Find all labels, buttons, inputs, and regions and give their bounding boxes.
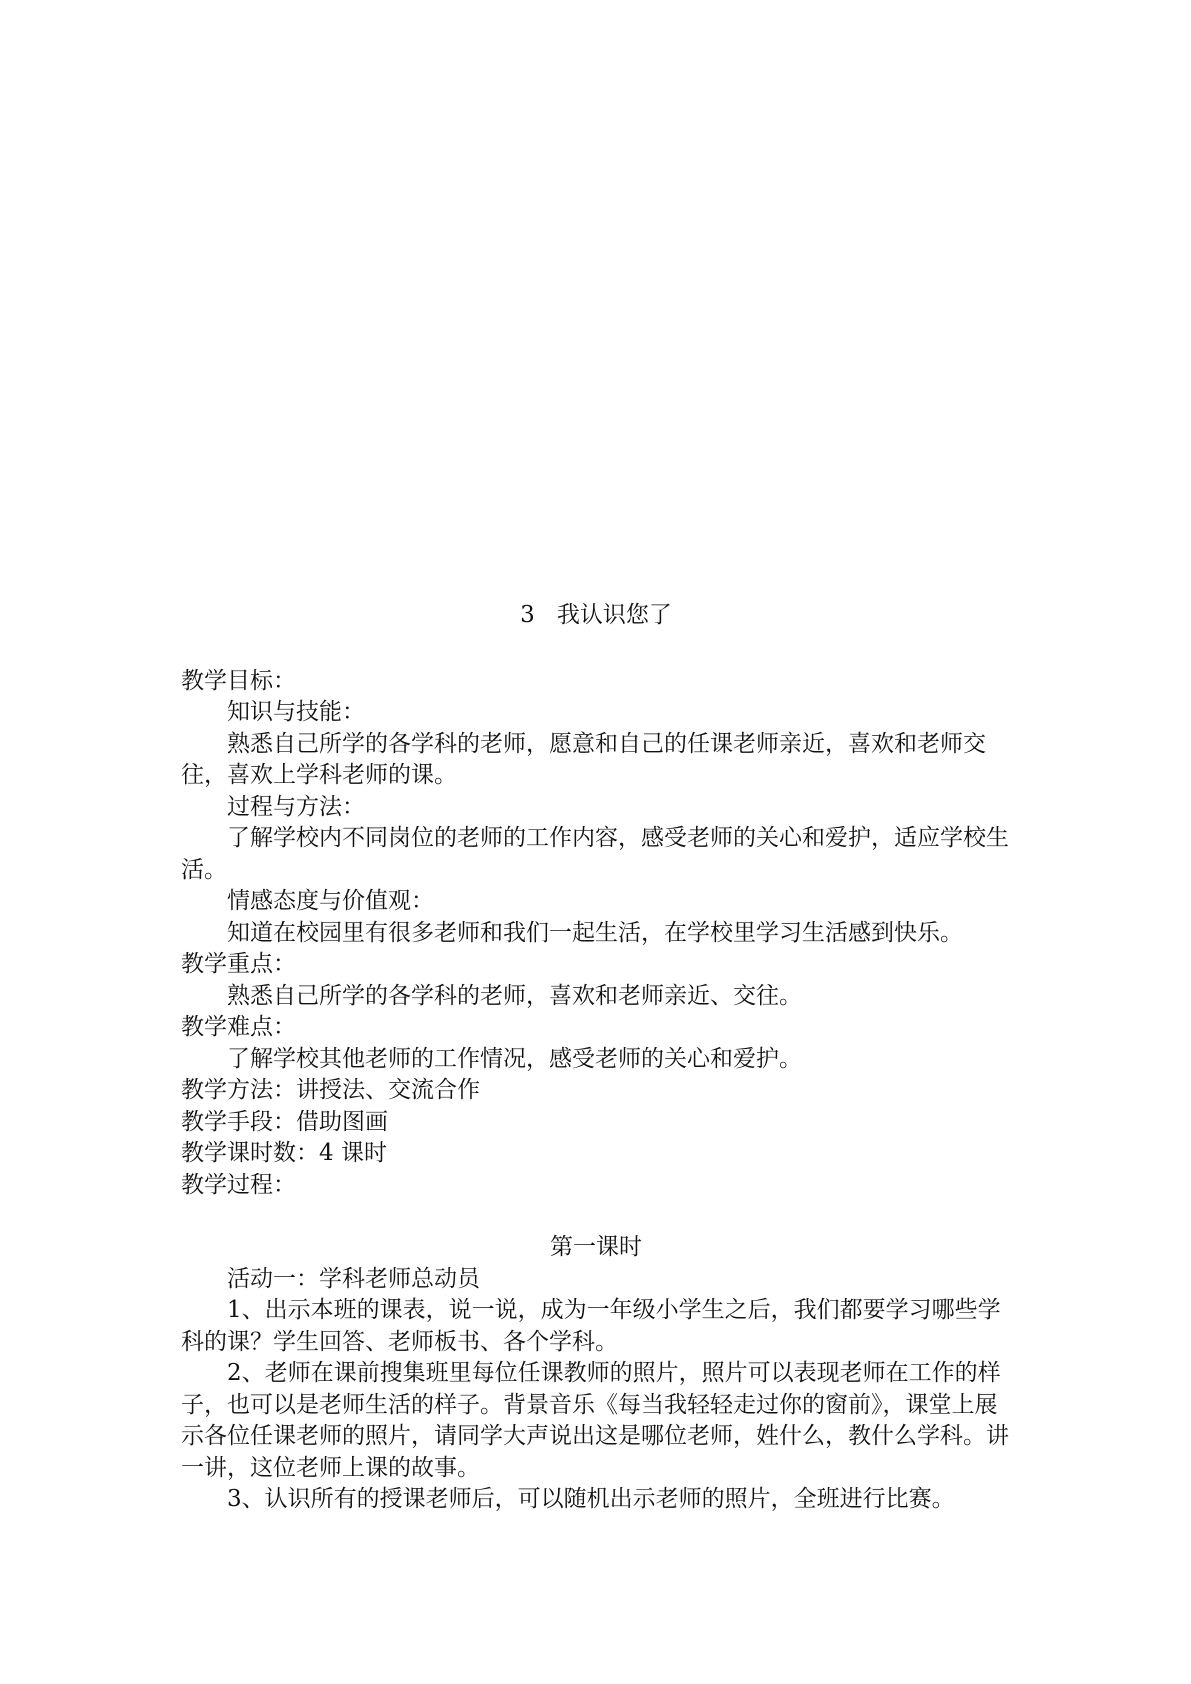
teaching-means: 教学手段：借助图画 xyxy=(181,1108,388,1135)
difficulties-text: 了解学校其他老师的工作情况，感受老师的关心和爱护。 xyxy=(227,1045,802,1072)
key-points-text: 熟悉自己所学的各学科的老师，喜欢和老师亲近、交往。 xyxy=(227,982,802,1009)
step-one-text: 1、出示本班的课表，说一说，成为一年级小学生之后，我们都要学习哪些学科的课？学生回答、老师板书、各个学科。 xyxy=(181,1297,1001,1355)
step-three-text: 3、认识所有的授课老师后，可以随机出示老师的照片，全班进行比赛。 xyxy=(227,1486,955,1512)
activity-one-heading: 活动一：学科老师总动员 xyxy=(227,1265,480,1292)
teaching-method: 教学方法：讲授法、交流合作 xyxy=(181,1077,480,1103)
difficulties-heading: 教学难点： xyxy=(181,1014,296,1040)
key-points-heading: 教学重点： xyxy=(181,951,296,977)
emotion-heading: 情感态度与价值观： xyxy=(227,888,434,914)
process-method-heading: 过程与方法： xyxy=(227,793,365,820)
title-text: 我认识您了 xyxy=(556,602,672,628)
teaching-process-heading: 教学过程： xyxy=(181,1171,296,1198)
document-title xyxy=(181,600,1011,632)
step-two-text: 2、老师在课前搜集班里每位任课教师的照片，照片可以表现老师在工作的样子，也可以是老师生活的样子。背景音乐《每当我轻轻走过你的窗前》，课堂上展示各位任课老师的照片，请同学大声说出这是哪位老师，姓什么，教什么学科。讲一讲，这位老师上课的故事。 xyxy=(181,1360,1009,1481)
objectives-heading: 教学目标： xyxy=(181,667,296,694)
lesson-plan-content xyxy=(181,600,1011,1516)
emotion-text: 知道在校园里有很多老师和我们一起生活，在学校里学习生活感到快乐。 xyxy=(227,919,963,946)
teaching-hours: 教学课时数：4 课时 xyxy=(181,1140,387,1166)
title-number: 3 xyxy=(520,602,535,628)
process-method-text: 了解学校内不同岗位的老师的工作内容，感受老师的关心和爱护，适应学校生活。 xyxy=(181,825,1009,883)
knowledge-heading: 知识与技能： xyxy=(227,699,365,725)
lesson-one-heading: 第一课时 xyxy=(550,1234,642,1260)
knowledge-text: 熟悉自己所学的各学科的老师，愿意和自己的任课老师亲近，喜欢和老师交往，喜欢上学科老师的课。 xyxy=(181,730,986,788)
